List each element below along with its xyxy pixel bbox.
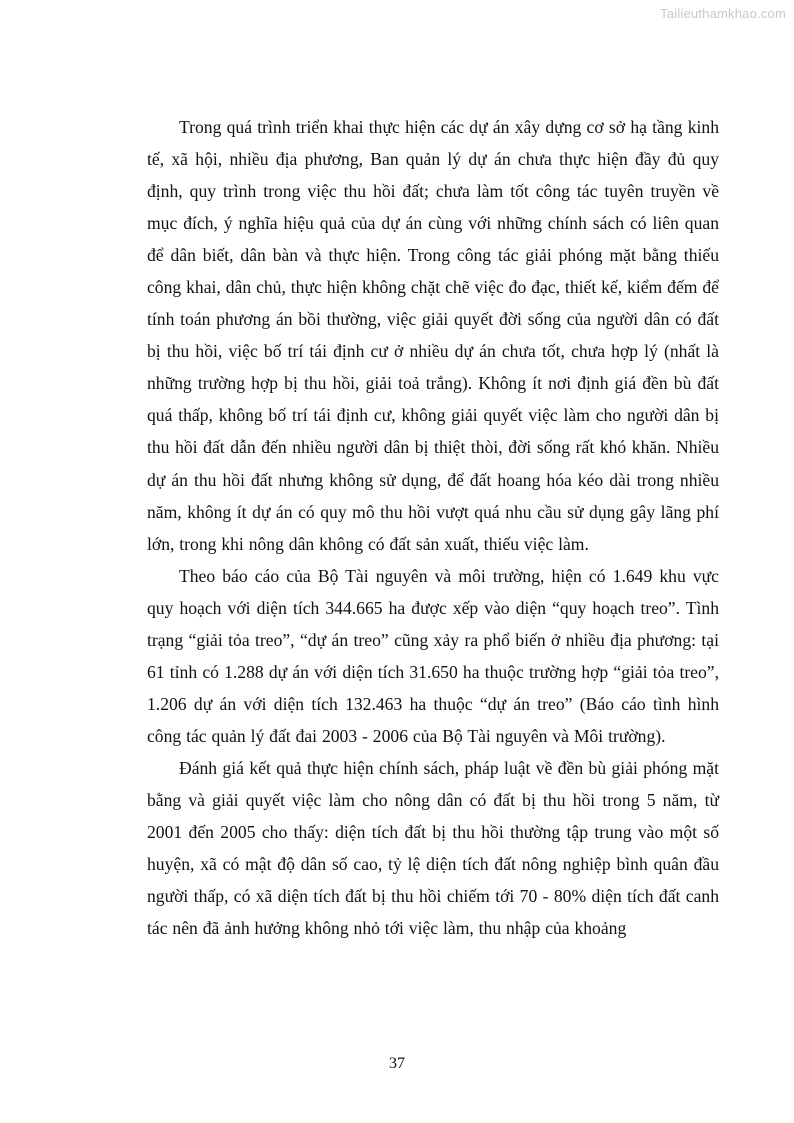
page-number: 37 xyxy=(389,1055,405,1072)
paragraph-2: Theo báo cáo của Bộ Tài nguyên và môi trường, hiện có 1.649 khu vực quy hoạch với diện tích 344.665 ha được xếp vào diện “quy hoạch treo”. Tình trạng “giải tỏa treo”, “dự án treo” cũng xảy ra phổ biến ở nhiều địa phương: tại 61 tỉnh có 1.288 dự án với diện tích 31.650 ha thuộc trường hợp “giải tỏa treo”, 1.206 dự án với diện tích 132.463 ha thuộc “dự án treo” (Báo cáo tình hình công tác quản lý đất đai 2003 - 2006 của Bộ Tài nguyên và Môi trường). xyxy=(147,565,719,746)
document-body xyxy=(147,111,719,944)
paragraph-3: Đánh giá kết quả thực hiện chính sách, pháp luật về đền bù giải phóng mặt bằng và giải quyết việc làm cho nông dân có đất bị thu hồi trong 5 năm, từ 2001 đến 2005 cho thấy: diện tích đất bị thu hồi thường tập trung vào một số huyện, xã có mật độ dân số cao, tỷ lệ diện tích đất nông nghiệp bình quân đầu người thấp, có xã diện tích đất bị thu hồi chiếm tới 70 - 80% diện tích đất canh tác nên đã ảnh hưởng không nhỏ tới việc làm, thu nhập của khoảng xyxy=(147,757,719,939)
watermark: Tailieuthamkhao.com xyxy=(660,6,786,21)
paragraph-1: Trong quá trình triển khai thực hiện các dự án xây dựng cơ sở hạ tầng kinh tế, xã hội, nhiều địa phương, Ban quản lý dự án chưa thực hiện đầy đủ quy định, quy trình trong việc thu hồi đất; chưa làm tốt công tác tuyên truyền về mục đích, ý nghĩa hiệu quả của dự án cùng với những chính sách có liên quan để dân biết, dân bàn và thực hiện. Trong công tác giải phóng mặt bằng thiếu công khai, dân chủ, thực hiện không chặt chẽ việc đo đạc, thiết kế, kiểm đếm để tính toán phương án bồi thường, việc giải quyết đời sống của người dân có đất bị thu hồi, việc bố trí tái định cư ở nhiều dự án chưa tốt, chưa hợp lý (nhất là những trường hợp bị thu hồi, giải toả trắng). Không ít nơi định giá đền bù đất quá thấp, không bố trí tái định cư, không giải quyết việc làm cho người dân bị thu hồi đất dẫn đến nhiều người dân bị thiệt thòi, đời sống rất khó khăn. Nhiều dự án thu hồi đất nhưng không sử dụng, để đất hoang hóa kéo dài trong nhiều năm, không ít dự án có quy mô thu hồi vượt quá nhu cầu sử dụng gây lãng phí lớn, trong khi nông dân không có đất sản xuất, thiếu việc làm. xyxy=(147,117,719,554)
